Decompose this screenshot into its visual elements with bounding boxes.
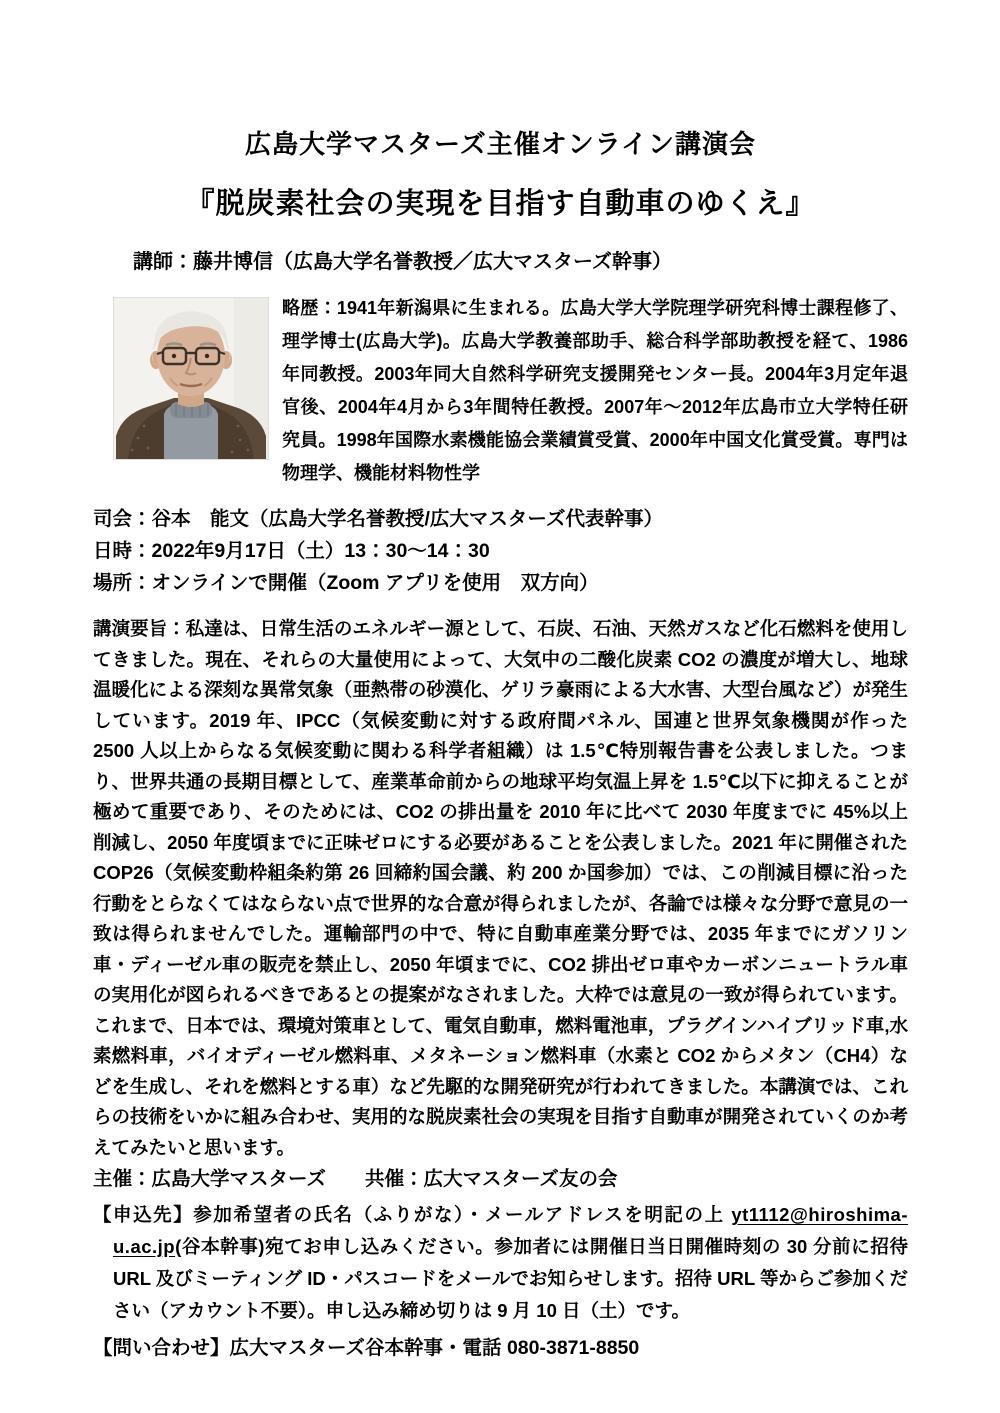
speaker-portrait-graphic: [114, 298, 268, 459]
speaker-bio: 略歴：1941年新潟県に生まれる。広島大学大学院理学研究科博士課程修了、理学博士(広島大学)。広島大学教養部助手、総合科学部助教授を経て、1986年同教授。2003年同大自然科学研究支援開発センター長。2004年3月定年退官後、2004年4月から3年間特任教授。2007年～2012年広島市立大学特任研究員。1998年国際水素機能協会業績賞受賞、2000年中国文化賞受賞。専門は物理学、機能材料物性学: [282, 298, 908, 483]
application-info: [93, 1199, 908, 1327]
application-text-suffix: (谷本幹事)宛てお申し込みください。参加者には開催日当日開催時刻の 30 分前に招待 URL 及びミーティング ID・パスコードをメールでお知らせします。招待 URL 等からご参加ください（アカウント不要）。申し込み締め切りは 9 月 10 日（土）です。: [113, 1236, 908, 1321]
speaker-photo: [113, 297, 269, 460]
moderator-line: 司会：谷本 能文（広島大学名誉教授/広大マスターズ代表幹事）: [93, 508, 663, 530]
datetime-line: 日時：2022年9月17日（土）13：30～14：30: [93, 540, 490, 562]
speaker-profile-section: [93, 297, 908, 490]
lecture-abstract: 講演要旨：私達は、日常生活のエネルギー源として、石炭、石油、天然ガスなど化石燃料を使用してきました。現在、それらの大量使用によって、大気中の二酸化炭素 CO2 の濃度が増大し、地球温暖化による深刻な異常気象（亜熱帯の砂漠化、ゲリラ豪雨による大水害、大型台風など）が発生しています。2019 年、IPCC（気候変動に対する政府間パネル、国連と世界気象機関が作った 2500 人以上からなる気候変動に関わる科学者組織）は 1.5℃特別報告書を公表しました。つまり、世界共通の長期目標として、産業革命前からの地球平均気温上昇を 1.5℃以下に抑えることが極めて重要であり、そのためには、CO2 の排出量を 2010 年に比べて 2030 年度までに 45%以上削減し、2050 年度頃までに正味ゼロにする必要があることを公表しました。2021 年に開催された COP26（気候変動枠組条約第 26 回締約国会議、約 200 か国参加）では、この削減目標に沿った行動をとらなくてはならない点で世界的な合意が得られましたが、各論では様々な分野で意見の一致は得られませんでした。運輸部門の中で、特に自動車産業分野では、2035 年までにガソリン車・ディーゼル車の販売を禁止し、2050 年頃までに、CO2 排出ゼロ車やカーボンニュートラル車の実用化が図られるべきであるとの提案がなされました。大枠では意見の一致が得られています。これまで、日本では、環境対策車として、電気自動車，燃料電池車，プラグインハイブリッド車,水素燃料車，バイオディーゼル燃料車、メタネーション燃料車（水素と CO2 からメタン（CH4）などを生成し、それを燃料とする車）など先駆的な開発研究が行われてきました。本講演では、これらの技術をいかに組み合わせ、実用的な脱炭素社会の実現を目指す自動車が開発されていくのか考えてみたいと思います。: [93, 618, 908, 1158]
contact-line: 【問い合わせ】広大マスターズ谷本幹事・電話 080-3871-8850: [93, 1337, 640, 1359]
lecture-title: 『脱炭素社会の実現を目指す自動車のゆくえ』: [185, 188, 816, 220]
application-text-prefix: 【申込先】参加希望者の氏名（ふりがな）・メールアドレスを明記の上: [93, 1204, 732, 1225]
organizer-line: 主催：広島大学マスターズ 共催：広大マスターズ友の会: [93, 1168, 618, 1190]
lecturer-line: 講師：藤井博信（広島大学名誉教授／広大マスターズ幹事）: [133, 251, 672, 273]
event-details: [93, 503, 908, 599]
application-email-link[interactable]: yt1112@hiroshima-u.ac.jp: [113, 1204, 908, 1257]
venue-line: 場所：オンラインで開催（Zoom アプリを使用 双方向）: [93, 572, 599, 594]
event-title: 広島大学マスターズ主催オンライン講演会: [245, 129, 756, 159]
